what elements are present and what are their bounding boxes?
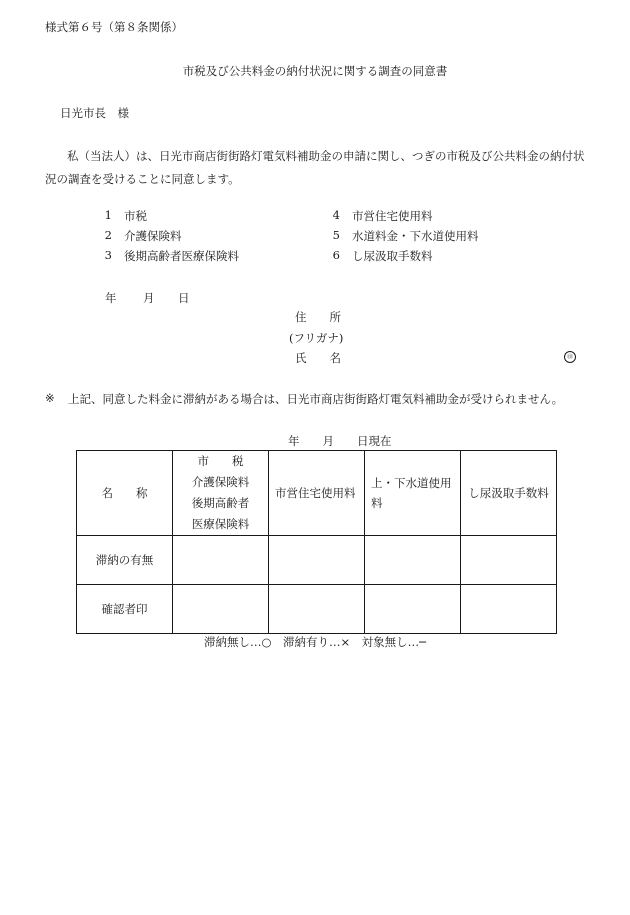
date-year: 年 — [105, 291, 117, 305]
consent-paragraph: 私（当法人）は、日光市商店街街路灯電気料補助金の申請に関し、つぎの市税及び公共料金の納付状況の調査を受けることに同意します。 — [45, 149, 585, 186]
table-cell[interactable] — [461, 585, 557, 634]
col-header-city-tax: 市 税 介護保険料 後期高齢者 医療保険料 — [173, 451, 269, 536]
table-header-row — [77, 451, 557, 536]
table-row — [77, 536, 557, 585]
table-cell[interactable] — [461, 536, 557, 585]
name-label: 氏 名 — [295, 351, 341, 365]
addressee: 日光市長 様 — [60, 106, 129, 120]
table-cell[interactable] — [173, 585, 269, 634]
date-day: 日 — [178, 291, 190, 305]
legend: 滞納無し…○ 滞納有り…× 対象無し…─ — [203, 635, 427, 649]
table-cell[interactable] — [173, 536, 269, 585]
row-label-arrears: 滞納の有無 — [77, 536, 173, 585]
note-text: 上記、同意した料金に滞納がある場合は、日光市商店街街路灯電気料補助金が受けられません。 — [68, 392, 564, 406]
table-cell[interactable] — [365, 585, 461, 634]
col-header-water: 上・下水道使用料 — [365, 451, 461, 536]
note-mark: ※ — [45, 391, 55, 405]
seal-mark: ㊞ — [564, 351, 576, 363]
table-row — [77, 585, 557, 634]
col-header-waste: し尿汲取手数料 — [461, 451, 557, 536]
table-cell[interactable] — [269, 536, 365, 585]
row-label-confirmer: 確認者印 — [77, 585, 173, 634]
name-header: 名 称 — [77, 451, 173, 536]
address-label: 住 所 — [295, 310, 341, 324]
table-cell[interactable] — [365, 536, 461, 585]
date-month: 月 — [143, 291, 155, 305]
furigana-label: (フリガナ) — [289, 331, 344, 345]
payment-status-table — [76, 450, 557, 634]
as-of-date: 年 月 日現在 — [288, 434, 392, 448]
document-title: 市税及び公共料金の納付状況に関する調査の同意書 — [182, 64, 448, 78]
table-cell[interactable] — [269, 585, 365, 634]
col-header-housing: 市営住宅使用料 — [269, 451, 365, 536]
form-number: 様式第６号（第８条関係） — [45, 20, 183, 34]
